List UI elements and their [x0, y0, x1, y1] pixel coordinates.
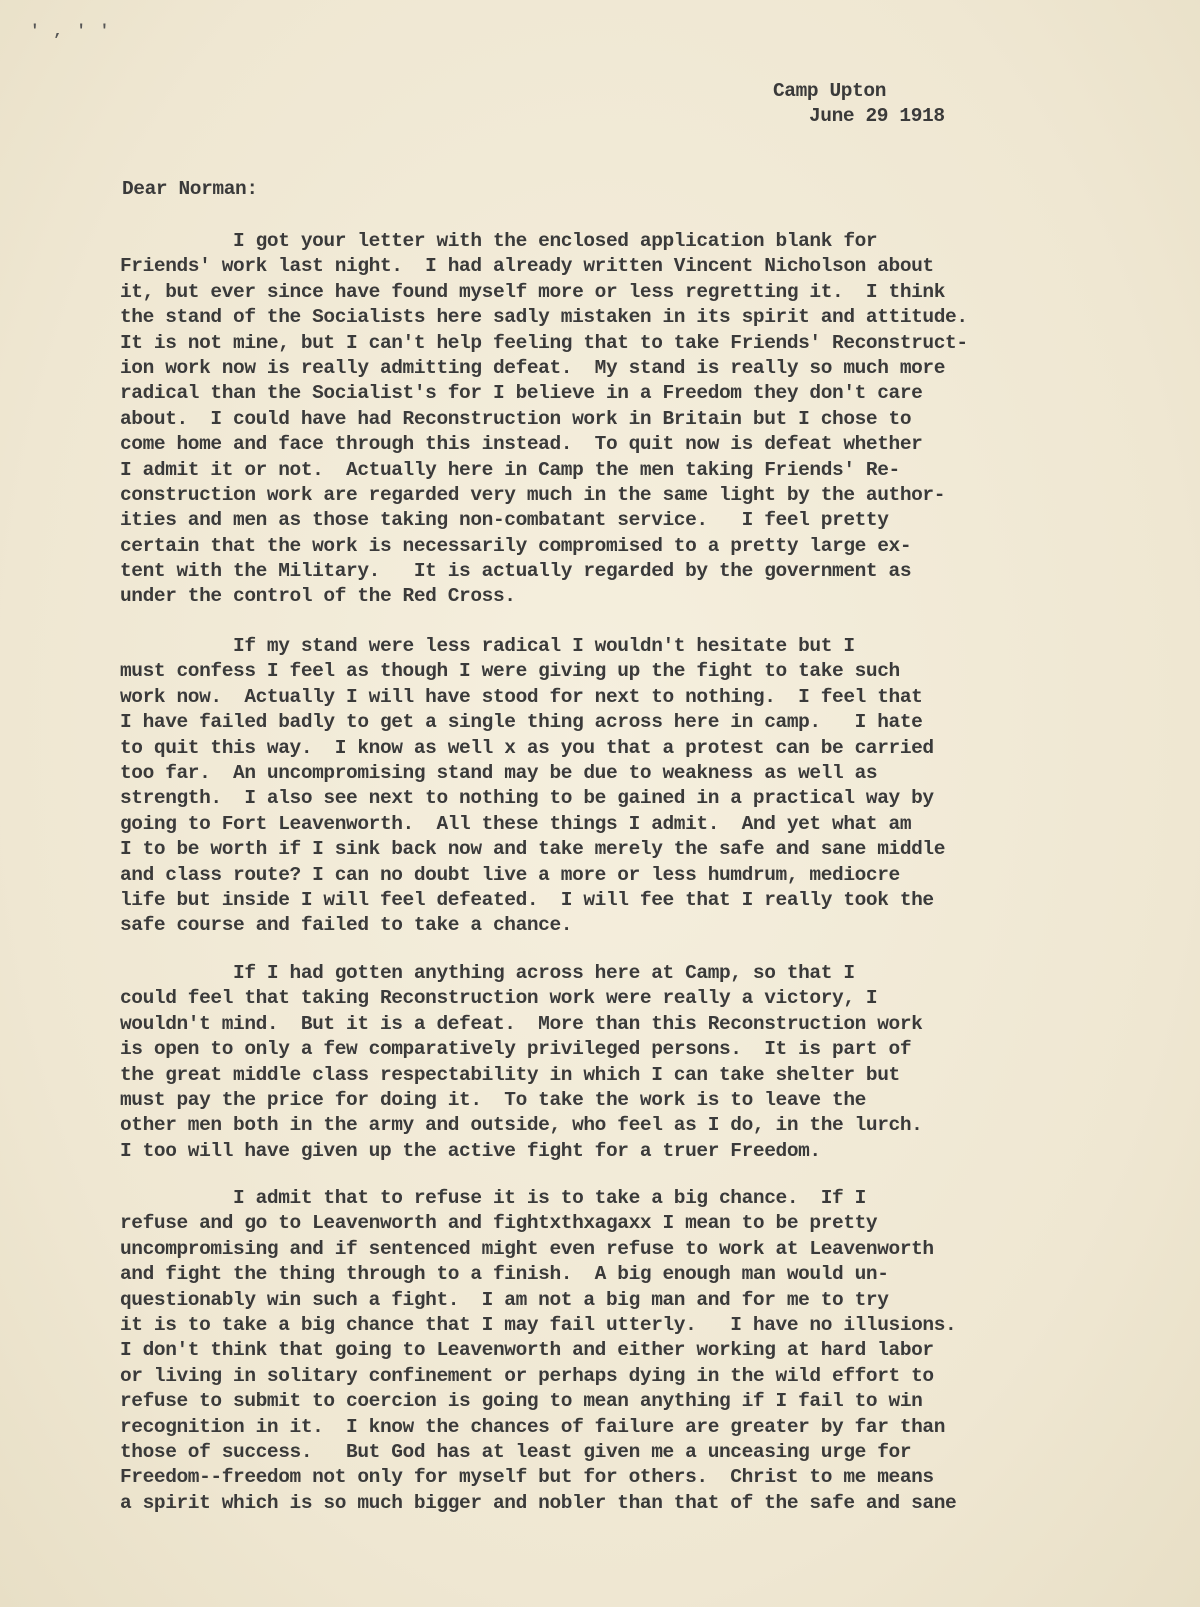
paragraph-line: refuse to submit to coercion is going to mean anything if I fail to win: [120, 1390, 923, 1413]
paragraph-line: questionably win such a fight. I am not a big man and for me to try: [120, 1288, 889, 1311]
paragraph-line: it, but ever since have found myself more or less regretting it. I think: [120, 280, 946, 303]
paragraph-line: ities and men as those taking non-combatant service. I feel pretty: [120, 509, 889, 532]
paragraph-line: under the control of the Red Cross.: [120, 585, 516, 608]
paragraph-line: uncompromising and if sentenced might even refuse to work at Leavenworth: [120, 1237, 934, 1260]
paragraph-line: and fight the thing through to a finish. A big enough man would un-: [120, 1263, 889, 1286]
corner-mark: ' , ' ': [30, 22, 112, 40]
paragraph-line: construction work are regarded very much in the same light by the author-: [120, 483, 946, 506]
paragraph-2: [120, 634, 945, 939]
paragraph-line: tent with the Military. It is actually regarded by the government as: [120, 560, 912, 583]
paragraph-line: I admit that to refuse it is to take a big chance. If I: [120, 1187, 866, 1209]
paragraph-line: safe course and failed to take a chance.: [120, 914, 573, 937]
paragraph-line: Friends' work last night. I had already written Vincent Nicholson about: [120, 255, 934, 278]
paragraph-line: work now. Actually I will have stood for next to nothing. I feel that: [120, 685, 923, 708]
paragraph-line: strength. I also see next to nothing to be gained in a practical way by: [120, 787, 934, 810]
paragraph-1: [120, 229, 968, 610]
paragraph-3: [120, 961, 922, 1164]
paragraph-line: must confess I feel as though I were giving up the fight to take such: [120, 660, 900, 683]
paragraph-line: the stand of the Socialists here sadly mistaken in its spirit and attitude.: [120, 306, 968, 329]
paragraph-line: I admit it or not. Actually here in Camp the men taking Friends' Re-: [120, 458, 900, 481]
paragraph-line: I to be worth if I sink back now and take merely the safe and sane middle: [120, 838, 946, 861]
paragraph-line: about. I could have had Reconstruction work in Britain but I chose to: [120, 407, 912, 430]
paragraph-line: life but inside I will feel defeated. I will fee that I really took the: [120, 888, 934, 911]
paragraph-line: radical than the Socialist's for I believe in a Freedom they don't care: [120, 382, 923, 405]
paragraph-line: other men both in the army and outside, who feel as I do, in the lurch.: [120, 1114, 923, 1137]
paragraph-line: or living in solitary confinement or perhaps dying in the wild effort to: [120, 1364, 934, 1387]
paragraph-line: If my stand were less radical I wouldn't hesitate but I: [120, 635, 855, 657]
paragraph-line: must pay the price for doing it. To take the work is to leave the: [120, 1088, 866, 1111]
paragraph-line: I got your letter with the enclosed application blank for: [120, 230, 878, 252]
paragraph-line: certain that the work is necessarily compromised to a pretty large ex-: [120, 534, 912, 557]
paragraph-line: If I had gotten anything across here at Camp, so that I: [120, 962, 855, 984]
paragraph-4: [120, 1186, 956, 1516]
paragraph-line: and class route? I can no doubt live a more or less humdrum, mediocre: [120, 863, 900, 886]
paragraph-line: a spirit which is so much bigger and nobler than that of the safe and sane: [120, 1491, 957, 1514]
paragraph-line: recognition in it. I know the chances of failure are greater by far than: [120, 1415, 946, 1438]
paragraph-line: the great middle class respectability in which I can take shelter but: [120, 1063, 900, 1086]
paragraph-line: Freedom--freedom not only for myself but for others. Christ to me means: [120, 1466, 934, 1489]
paragraph-line: too far. An uncompromising stand may be due to weakness as well as: [120, 761, 878, 784]
paragraph-line: It is not mine, but I can't help feeling that to take Friends' Reconstruct-: [120, 331, 968, 354]
paragraph-line: to quit this way. I know as well x as you that a protest can be carried: [120, 736, 934, 759]
salutation: Dear Norman:: [122, 178, 258, 200]
paragraph-line: I too will have given up the active fight for a truer Freedom.: [120, 1139, 821, 1162]
paragraph-line: ion work now is really admitting defeat. My stand is really so much more: [120, 356, 946, 379]
paragraph-line: going to Fort Leavenworth. All these things I admit. And yet what am: [120, 812, 912, 835]
paragraph-line: is open to only a few comparatively privileged persons. It is part of: [120, 1038, 912, 1061]
paragraph-line: refuse and go to Leavenworth and fightxthxagaxx I mean to be pretty: [120, 1212, 878, 1235]
heading-date: June 29 1918: [809, 105, 945, 127]
paragraph-line: it is to take a big chance that I may fail utterly. I have no illusions.: [120, 1313, 957, 1336]
heading-place: Camp Upton: [773, 80, 887, 102]
paragraph-line: I don't think that going to Leavenworth and either working at hard labor: [120, 1339, 934, 1362]
paragraph-line: could feel that taking Reconstruction work were really a victory, I: [120, 987, 878, 1010]
paragraph-line: those of success. But God has at least given me a unceasing urge for: [120, 1440, 912, 1463]
paragraph-line: I have failed badly to get a single thing across here in camp. I hate: [120, 711, 923, 734]
paragraph-line: wouldn't mind. But it is a defeat. More than this Reconstruction work: [120, 1012, 923, 1035]
paragraph-line: come home and face through this instead. To quit now is defeat whether: [120, 433, 923, 456]
